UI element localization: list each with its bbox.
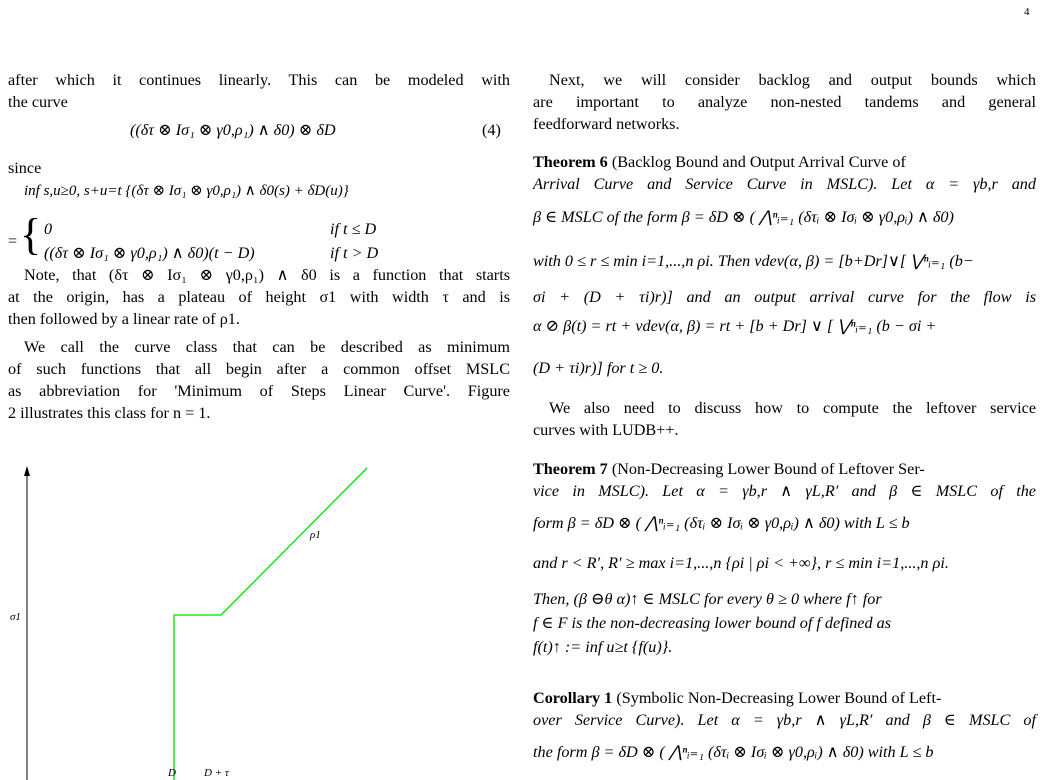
theorem-6-title: (Backlog Bound and Output Arrival Curve of	[611, 153, 906, 171]
theorem-7-line: vice in MSLC). Let α = γb,r ∧ γL,R′ and β ∈ MSLC of the	[533, 482, 1036, 500]
paragraph-line: 2 illustrates this class for n = 1.	[8, 404, 211, 422]
theorem-7-line: form β = δD ⊗ ( ⋀ⁿᵢ₌₁ (δτᵢ ⊗ Iσᵢ ⊗ γ0,ρᵢ) ∧ δ0) with L ≤ b	[533, 514, 910, 532]
msl-curve-figure	[0, 458, 515, 780]
paragraph-line: Note, that (δτ ⊗ Iσ₁ ⊗ γ0,ρ₁) ∧ δ0 is a function that starts	[24, 266, 510, 284]
corollary-1-line	[533, 687, 1036, 709]
corollary-1-heading: Corollary 1	[533, 689, 613, 707]
paragraph-line: curves with LUDB++.	[533, 421, 679, 439]
inf-expression: inf s,u≥0, s+u=t {(δτ ⊗ Iσ₁ ⊗ γ0,ρ₁) ∧ δ0(s) + δD(u)}	[24, 183, 349, 199]
theorem-7-line	[533, 458, 1036, 480]
page-number: 4	[1024, 6, 1030, 18]
paragraph-line: Next, we will consider backlog and output bounds which	[549, 71, 1036, 89]
rho-label: ρ1	[310, 529, 321, 541]
paragraph-line: at the origin, has a plateau of height σ1 with width τ and is	[8, 288, 510, 306]
case-expression: ((δτ ⊗ Iσ₁ ⊗ γ0,ρ₁) ∧ δ0)(t − D)	[44, 244, 255, 262]
paragraph-line: We call the curve class that can be described as minimum	[24, 338, 510, 356]
theorem-6-line: Arrival Curve and Service Curve in MSLC). Let α = γb,r and	[533, 175, 1036, 193]
theorem-6-line: (D + τi)r)] for t ≥ 0.	[533, 359, 664, 377]
theorem-6-line: β ∈ MSLC of the form β = δD ⊗ ( ⋀ⁿᵢ₌₁ (δτᵢ ⊗ Iσᵢ ⊗ γ0,ρᵢ) ∧ δ0)	[533, 208, 954, 226]
case-condition: if t ≤ D	[330, 220, 377, 238]
theorem-6-line	[533, 151, 1036, 173]
theorem-7-line: f ∈ F is the non-decreasing lower bound of f defined as	[533, 614, 892, 632]
paragraph-line: of such functions that all begin after a common offset MSLC	[8, 360, 510, 378]
paragraph-line: the curve	[8, 93, 68, 111]
theorem-6-line: with 0 ≤ r ≤ min i=1,...,n ρi. Then vdev(α, β) = [b+Dr]∨[ ⋁ⁿᵢ₌₁ (b−	[533, 252, 974, 270]
corollary-1-line: the form β = δD ⊗ ( ⋀ⁿᵢ₌₁ (δτᵢ ⊗ Iσᵢ ⊗ γ0,ρᵢ) ∧ δ0) with L ≤ b	[533, 743, 934, 761]
paragraph-line: then followed by a linear rate of ρ1.	[8, 310, 240, 328]
corollary-1-line: over Service Curve). Let α = γb,r ∧ γL,R′ and β ∈ MSLC of	[533, 711, 1036, 729]
theorem-7-line: f(t)↑ := inf u≥t {f(u)}.	[533, 638, 673, 656]
theorem-6-line: α ⊘ β(t) = rt + vdev(α, β) = rt + [b + Dr] ∨ [ ⋁ⁿᵢ₌₁ (b − σi +	[533, 317, 937, 335]
equals-sign: =	[8, 232, 18, 250]
paragraph-line: since	[8, 159, 42, 177]
paragraph-line: are important to analyze non-nested tandems and general	[533, 93, 1036, 111]
theorem-6-heading: Theorem 6	[533, 153, 608, 171]
d-plus-tau-tick-label: D + τ	[204, 767, 229, 779]
theorem-7-line: and r < R′, R′ ≥ max i=1,...,n {ρi | ρi < +∞}, r ≤ min i=1,...,n ρi.	[533, 554, 949, 572]
paragraph-line: as abbreviation for 'Minimum of Steps Linear Curve'. Figure	[8, 382, 510, 400]
theorem-7-line: Then, (β ⊖θ α)↑ ∈ MSLC for every θ ≥ 0 where f↑ for	[533, 590, 882, 608]
y-axis-arrow	[24, 466, 30, 476]
case-expression: 0	[44, 220, 53, 238]
theorem-6-line: σi + (D + τi)r)] and an output arrival curve for the flow is	[533, 288, 1036, 306]
paragraph-line: We also need to discuss how to compute the leftover service	[549, 399, 1036, 417]
theorem-7-heading: Theorem 7	[533, 460, 608, 478]
corollary-1-title: (Symbolic Non-Decreasing Lower Bound of Left-	[616, 689, 942, 707]
paragraph-line: after which it continues linearly. This can be modeled with	[8, 71, 510, 89]
theorem-7-title: (Non-Decreasing Lower Bound of Leftover Ser-	[611, 460, 925, 478]
equation-4: ((δτ ⊗ Iσ₁ ⊗ γ0,ρ₁) ∧ δ0) ⊗ δD	[130, 121, 336, 139]
cases-brace: {	[20, 210, 42, 259]
sigma-label: σ1	[10, 611, 21, 623]
d-tick-label: D	[168, 767, 176, 779]
paragraph-line: feedforward networks.	[533, 115, 680, 133]
equation-number: (4)	[482, 121, 501, 139]
service-curve-line	[174, 468, 367, 780]
case-condition: if t > D	[330, 244, 379, 262]
